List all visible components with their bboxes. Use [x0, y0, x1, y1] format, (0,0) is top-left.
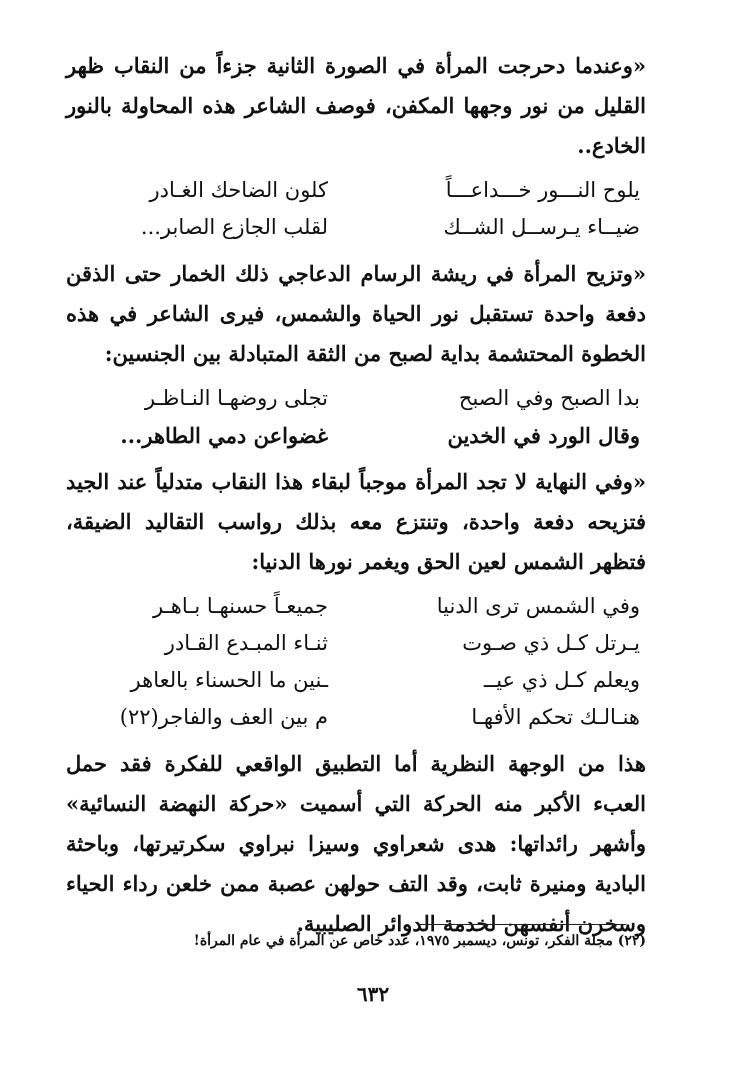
verse-line [66, 417, 646, 454]
verse-line [66, 172, 646, 209]
verse-line [66, 699, 646, 736]
verse-hemistich-first: وفي الشمس ترى الدنيا [436, 594, 640, 618]
footnote-divider [418, 924, 626, 925]
page-number: ٦٣٢ [356, 982, 390, 1006]
verse-line [66, 662, 646, 699]
page-body [66, 46, 646, 944]
paragraph-3: «وفي النهاية لا تجد المرأة موجباً لبقاء هذا النقاب متدلياً عند الجيد فتزيحه دفعة واحدة، وتنتزع معه بذلك رواسب التقاليد الضيقة، فتظهر الشمس لعين الحق ويغمر نورها الدنيا: [66, 469, 646, 574]
verse-line [66, 625, 646, 662]
verse-hemistich-second: غضواعن دمي الطاهر... [120, 423, 328, 448]
verse-line [66, 209, 646, 246]
verse-hemistich-first: ويعلم كـل ذي عيــ [483, 668, 640, 692]
verse-hemistich-second: ـنين ما الحسناء بالعاهر [130, 668, 328, 692]
verse-line [66, 380, 646, 417]
verse-hemistich-second: ثنـاء المبـدع القـادر [164, 631, 328, 655]
poem-1 [66, 172, 646, 246]
poem-3 [66, 588, 646, 736]
verse-hemistich-first: يـرتل كـل ذي صـوت [462, 631, 640, 655]
verse-hemistich-first: ضيــاء يـرســل الشــك [443, 215, 640, 239]
verse-hemistich-first: هنـالـك تحكم الأفهـا [471, 705, 640, 729]
paragraph-1: «وعندما دحرجت المرأة في الصورة الثانية جزءاً من النقاب ظهر القليل من نور وجهها المكفن، فوصف الشاعر هذه المحاولة بالنور الخادع.. [66, 53, 646, 158]
verse-hemistich-second: كلون الضاحك الغـادر [149, 178, 328, 202]
paragraph-2: «وتزيح المرأة في ريشة الرسام الدعاجي ذلك الخمار حتى الذقن دفعة واحدة تستقبل نور الحياة والشمس، فيرى الشاعر في هذه الخطوة المحتشمة بداية لصبح من الثقة المتبادلة بين الجنسين: [66, 261, 646, 366]
verse-hemistich-first: يلوح النـــور خـــداعـــاً [445, 178, 640, 202]
verse-hemistich-second: جميعـاً حسنهـا بـاهـر [153, 594, 328, 618]
paragraph-4: هذا من الوجهة النظرية أما التطبيق الواقعي للفكرة فقد حمل العبء الأكبر منه الحركة التي أسميت «حركة النهضة النسائية» وأشهر رائداتها: هدى شعراوي وسيزا نبراوي سكرتيرتها، وباحثة البادية ومنيرة ثابت، وقد التف حولهن عصبة ممن خلعن رداء الحياء وسخرن أنفسهن لخدمة الدوائر الصليبية. [66, 751, 646, 936]
verse-hemistich-second: م بين العف والفاجر(٢٢) [119, 705, 328, 729]
poem-2 [66, 380, 646, 454]
verse-hemistich-second: تجلى روضهـا النـاظـر [144, 386, 328, 410]
verse-hemistich-first: وقال الورد في الخدين [447, 423, 640, 448]
verse-line [66, 588, 646, 625]
verse-hemistich-first: بدا الصبح وفي الصبح [458, 386, 640, 410]
footnote: (٢٢) مجلة الفكر، تونس، ديسمبر ١٩٧٥، عدد خاص عن المرأة في عام المرأة! [193, 933, 646, 949]
verse-hemistich-second: لقلب الجازع الصابر... [140, 215, 328, 239]
